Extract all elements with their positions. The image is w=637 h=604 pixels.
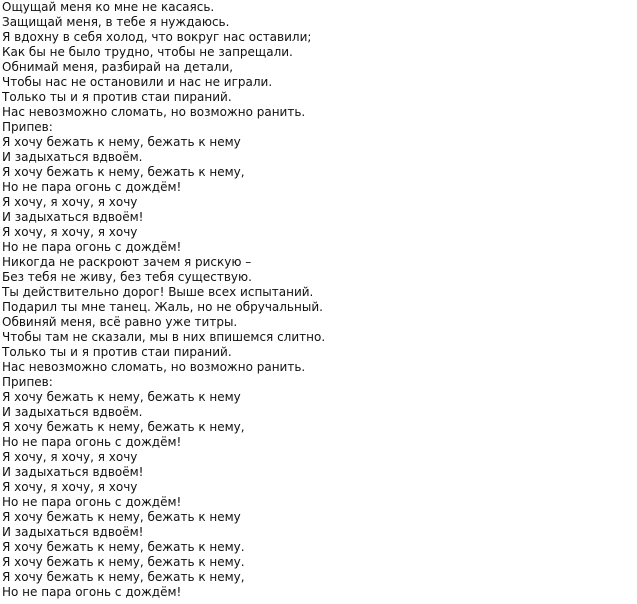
lyric-line: И задыхаться вдвоём. xyxy=(2,150,143,164)
lyric-line: Нас невозможно сломать, но возможно ранить. xyxy=(2,360,306,374)
lyric-line: Я хочу бежать к нему, бежать к нему, xyxy=(2,570,245,584)
lyric-line: Защищай меня, в тебе я нуждаюсь. xyxy=(2,15,230,29)
lyric-line: Но не пара огонь с дождём! xyxy=(2,495,182,509)
lyric-line: Только ты и я против стаи пираний. xyxy=(2,90,232,104)
lyric-line: И задыхаться вдвоём! xyxy=(2,525,144,539)
lyric-line: Но не пара огонь с дождём! xyxy=(2,435,182,449)
lyric-line: Как бы не было трудно, чтобы не запрещали. xyxy=(2,45,293,59)
lyric-line: Нас невозможно сломать, но возможно ранить. xyxy=(2,105,306,119)
lyric-line: Я хочу, я хочу, я хочу xyxy=(2,480,138,494)
lyric-line: Только ты и я против стаи пираний. xyxy=(2,345,232,359)
lyric-line: Ощущай меня ко мне не касаясь. xyxy=(2,0,215,14)
lyric-line: Припев: xyxy=(2,120,53,134)
lyric-line: Я хочу бежать к нему, бежать к нему. xyxy=(2,555,245,569)
lyric-line: Чтобы там не сказали, мы в них впишемся слитно. xyxy=(2,330,326,344)
lyric-line: Я хочу бежать к нему, бежать к нему xyxy=(2,135,241,149)
lyric-line: Чтобы нас не остановили и нас не играли. xyxy=(2,75,273,89)
lyric-line: Обнимай меня, разбирай на детали, xyxy=(2,60,234,74)
lyric-line: Я хочу бежать к нему, бежать к нему, xyxy=(2,420,245,434)
lyric-line: Подарил ты мне танец. Жаль, но не обручальный. xyxy=(2,300,323,314)
lyric-line: И задыхаться вдвоём! xyxy=(2,465,144,479)
lyric-line: И задыхаться вдвоём! xyxy=(2,210,144,224)
lyric-line: И задыхаться вдвоём. xyxy=(2,405,143,419)
lyric-line: Я хочу бежать к нему, бежать к нему. xyxy=(2,540,245,554)
lyric-line: Но не пара огонь с дождём! xyxy=(2,180,182,194)
lyric-line: Я хочу, я хочу, я хочу xyxy=(2,450,138,464)
lyric-line: Я хочу, я хочу, я хочу xyxy=(2,225,138,239)
lyric-line: Припев: xyxy=(2,375,53,389)
lyric-line: Я хочу бежать к нему, бежать к нему xyxy=(2,510,241,524)
lyric-line: Но не пара огонь с дождём! xyxy=(2,585,182,599)
lyric-line: Никогда не раскроют зачем я рискую – xyxy=(2,255,252,269)
lyric-line: Я хочу бежать к нему, бежать к нему xyxy=(2,390,241,404)
lyric-line: Ты действительно дорог! Выше всех испытаний. xyxy=(2,285,314,299)
lyric-line: Без тебя не живу, без тебя существую. xyxy=(2,270,252,284)
lyric-line: Я хочу бежать к нему, бежать к нему, xyxy=(2,165,245,179)
lyric-line: Но не пара огонь с дождём! xyxy=(2,240,182,254)
lyric-line: Обвиняй меня, всё равно уже титры. xyxy=(2,315,238,329)
lyric-line: Я вдохну в себя холод, что вокруг нас оставили; xyxy=(2,30,312,44)
lyric-line: Я хочу, я хочу, я хочу xyxy=(2,195,138,209)
